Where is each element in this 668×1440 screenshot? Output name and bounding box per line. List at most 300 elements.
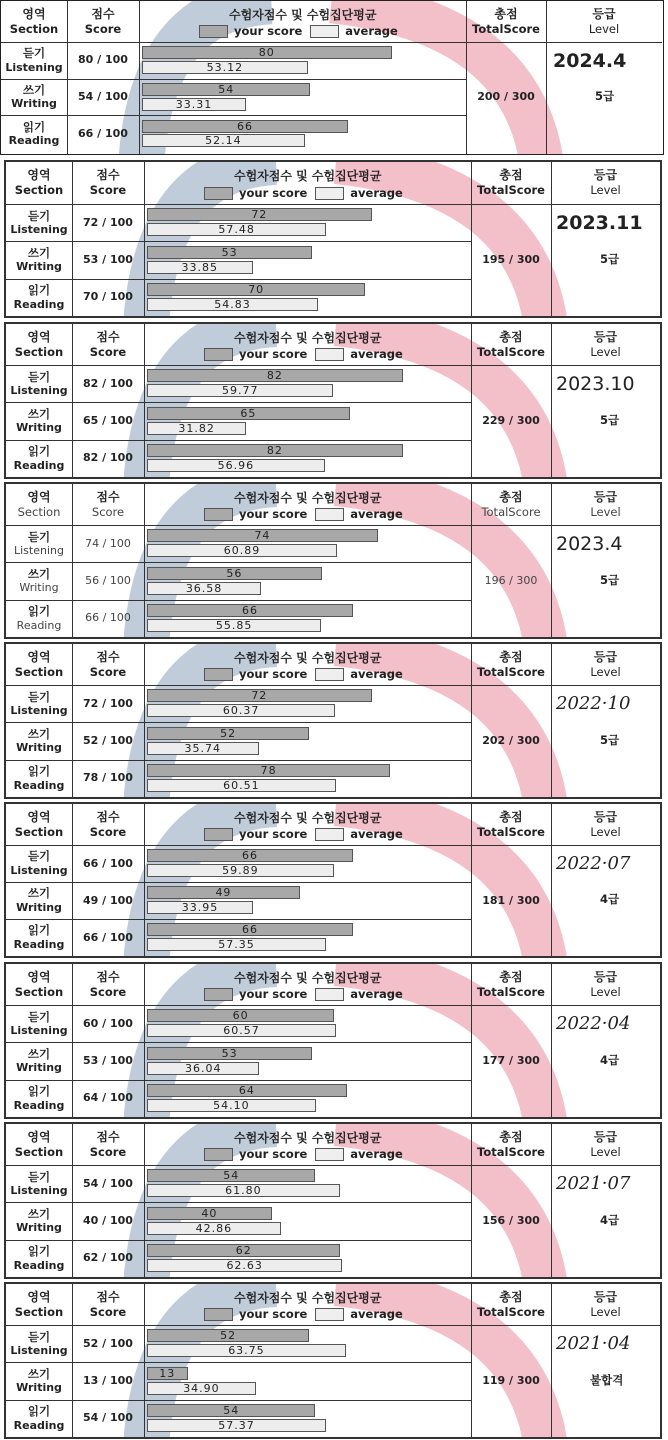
header-level bbox=[551, 484, 660, 525]
bar-your-score: 82 bbox=[147, 369, 403, 382]
bar-your-score: 78 bbox=[147, 764, 390, 777]
section-score-value: 40 / 100 bbox=[83, 1214, 133, 1228]
header-score-en: Score bbox=[89, 1304, 127, 1319]
section-name-ko: 듣기 bbox=[27, 369, 51, 384]
section-score bbox=[72, 440, 144, 477]
total-score bbox=[466, 42, 546, 152]
level-value: 5급 bbox=[600, 412, 620, 427]
section-name-ko: 듣기 bbox=[27, 1169, 51, 1184]
bar-your-score: 13 bbox=[147, 1367, 188, 1380]
section-name-en: Writing bbox=[16, 1061, 62, 1075]
level-value: 4급 bbox=[600, 892, 620, 907]
header-level bbox=[546, 1, 662, 42]
legend-avg-label: average bbox=[350, 667, 403, 681]
legend-swatch-you bbox=[204, 508, 233, 521]
chart-title: 수험자점수 및 수험집단평균 bbox=[229, 8, 377, 22]
header-level-ko: 등급 bbox=[593, 1289, 618, 1304]
header-total-ko: 총점 bbox=[499, 329, 523, 344]
legend-swatch-you bbox=[204, 828, 233, 841]
section-score-value: 70 / 100 bbox=[83, 290, 133, 304]
section-score bbox=[72, 402, 144, 439]
section-name-en: Writing bbox=[16, 421, 62, 435]
section-name bbox=[6, 600, 72, 637]
header-score bbox=[72, 1124, 144, 1165]
test-date: 2021·07 bbox=[556, 1173, 631, 1194]
bar-your-score: 65 bbox=[147, 407, 350, 420]
header-score-en: Score bbox=[89, 664, 127, 679]
score-card bbox=[4, 642, 662, 799]
header-section bbox=[6, 1124, 72, 1165]
header-score-en: Score bbox=[84, 21, 122, 36]
section-name-en: Writing bbox=[16, 741, 62, 755]
header-total-ko: 총점 bbox=[499, 649, 523, 664]
section-name bbox=[6, 1202, 72, 1239]
header-level-ko: 등급 bbox=[593, 649, 618, 664]
header-level bbox=[551, 964, 660, 1005]
column-divider bbox=[144, 162, 145, 316]
header-level-en: Level bbox=[590, 504, 621, 519]
header-section-en: Section bbox=[14, 1304, 64, 1319]
section-name-ko: 쓰기 bbox=[27, 566, 51, 581]
header-total-en: TotalScore bbox=[477, 664, 545, 679]
section-name bbox=[6, 1165, 72, 1202]
total-score-value: 156 / 300 bbox=[482, 1214, 540, 1228]
section-name-ko: 읽기 bbox=[27, 923, 51, 938]
header-total-ko: 총점 bbox=[494, 6, 518, 21]
bar-your-score: 54 bbox=[147, 1404, 315, 1417]
header-score bbox=[72, 484, 144, 525]
section-name bbox=[1, 79, 67, 116]
bar-your-score: 70 bbox=[147, 283, 365, 296]
header-level-en: Level bbox=[590, 664, 621, 679]
section-name-ko: 읽기 bbox=[22, 119, 46, 134]
section-name bbox=[6, 722, 72, 759]
section-name bbox=[6, 1325, 72, 1362]
section-score bbox=[72, 1080, 144, 1117]
header-level bbox=[551, 804, 660, 845]
score-card bbox=[4, 1122, 662, 1279]
legend-swatch-avg bbox=[315, 187, 344, 200]
chart-legend bbox=[204, 1147, 403, 1161]
legend-swatch-you bbox=[204, 187, 233, 200]
bar-your-score: 66 bbox=[147, 849, 353, 862]
header-total-ko: 총점 bbox=[499, 809, 523, 824]
header-score bbox=[72, 324, 144, 365]
section-name bbox=[6, 365, 72, 402]
section-score bbox=[72, 1400, 144, 1437]
legend-avg-label: average bbox=[350, 507, 403, 521]
section-name bbox=[6, 882, 72, 919]
chart-title: 수험자점수 및 수험집단평균 bbox=[234, 1131, 382, 1145]
bar-average: 36.58 bbox=[147, 582, 261, 595]
header-section-ko: 영역 bbox=[27, 1289, 51, 1304]
legend-swatch-avg bbox=[315, 828, 344, 841]
header-score-ko: 점수 bbox=[96, 329, 120, 344]
section-name bbox=[6, 562, 72, 599]
bar-average: 56.96 bbox=[147, 459, 325, 472]
header-section bbox=[1, 1, 67, 42]
bar-your-score: 49 bbox=[147, 886, 300, 899]
section-name-en: Reading bbox=[8, 133, 60, 147]
section-score-value: 64 / 100 bbox=[83, 1091, 133, 1105]
legend-you-label: your score bbox=[239, 1307, 308, 1321]
header-score bbox=[72, 162, 144, 204]
section-name-ko: 읽기 bbox=[27, 1244, 51, 1259]
header-total-en: TotalScore bbox=[477, 344, 545, 359]
section-name-ko: 읽기 bbox=[27, 1084, 51, 1099]
section-score bbox=[72, 882, 144, 919]
legend-swatch-you bbox=[204, 1308, 233, 1321]
total-score-value: 181 / 300 bbox=[482, 893, 540, 907]
section-name-ko: 듣기 bbox=[27, 849, 51, 864]
score-card bbox=[4, 1282, 662, 1439]
header-level-en: Level bbox=[590, 183, 621, 198]
section-name-en: Listening bbox=[10, 863, 68, 877]
header-section-en: Section bbox=[14, 984, 64, 999]
header-level bbox=[551, 1284, 660, 1325]
column-divider bbox=[144, 804, 145, 956]
section-name-ko: 듣기 bbox=[27, 1009, 51, 1024]
section-name-en: Writing bbox=[16, 260, 62, 274]
header-level-en: Level bbox=[590, 1304, 621, 1319]
header-section bbox=[6, 484, 72, 525]
section-score bbox=[72, 1165, 144, 1202]
header-score-en: Score bbox=[89, 824, 127, 839]
section-name bbox=[6, 1362, 72, 1399]
section-score bbox=[72, 241, 144, 278]
chart-title: 수험자점수 및 수험집단평균 bbox=[234, 1291, 382, 1305]
total-score bbox=[471, 1165, 551, 1277]
header-level-en: Level bbox=[590, 824, 621, 839]
header-total bbox=[471, 964, 551, 1005]
bar-your-score: 52 bbox=[147, 1329, 309, 1342]
bar-your-score: 64 bbox=[147, 1084, 347, 1097]
section-score-value: 78 / 100 bbox=[83, 771, 133, 785]
section-score bbox=[72, 1202, 144, 1239]
score-card bbox=[4, 482, 662, 639]
header-score-ko: 점수 bbox=[96, 649, 120, 664]
section-name-en: Writing bbox=[16, 900, 62, 914]
bar-average: 62.63 bbox=[147, 1259, 342, 1272]
header-section bbox=[6, 1284, 72, 1325]
section-name-en: Reading bbox=[13, 778, 65, 792]
total-score bbox=[471, 365, 551, 477]
bar-your-score: 66 bbox=[147, 604, 353, 617]
section-score-value: 56 / 100 bbox=[85, 574, 131, 588]
test-date: 2024.4 bbox=[553, 50, 627, 72]
header-section-en: Section bbox=[14, 183, 64, 198]
header-level-en: Level bbox=[588, 21, 620, 36]
header-section bbox=[6, 804, 72, 845]
section-score-value: 80 / 100 bbox=[78, 53, 128, 67]
total-score bbox=[471, 685, 551, 797]
header-section bbox=[6, 324, 72, 365]
section-name-ko: 쓰기 bbox=[27, 1366, 51, 1381]
level-value: 4급 bbox=[600, 1052, 620, 1067]
section-name-en: Listening bbox=[10, 383, 68, 397]
header-score bbox=[72, 964, 144, 1005]
section-score bbox=[67, 42, 139, 79]
legend-swatch-avg bbox=[315, 508, 344, 521]
header-level-ko: 등급 bbox=[593, 1129, 618, 1144]
bar-average: 55.85 bbox=[147, 619, 321, 632]
section-name-ko: 듣기 bbox=[22, 46, 46, 61]
header-level bbox=[551, 324, 660, 365]
header-level-en: Level bbox=[590, 1144, 621, 1159]
chart-legend bbox=[199, 24, 398, 38]
total-score-value: 177 / 300 bbox=[482, 1054, 540, 1068]
total-score bbox=[471, 204, 551, 316]
bar-average: 53.12 bbox=[142, 61, 308, 74]
section-score bbox=[72, 1042, 144, 1079]
section-name-en: Reading bbox=[13, 297, 65, 311]
header-level bbox=[551, 162, 660, 204]
section-name-en: Writing bbox=[16, 1381, 62, 1395]
chart-legend bbox=[204, 667, 403, 681]
section-name-ko: 쓰기 bbox=[22, 82, 46, 97]
test-date: 2022·10 bbox=[556, 693, 631, 714]
header-level bbox=[551, 644, 660, 685]
legend-swatch-avg bbox=[315, 1308, 344, 1321]
header-total-en: TotalScore bbox=[477, 1304, 545, 1319]
bar-average: 52.14 bbox=[142, 134, 305, 147]
legend-avg-label: average bbox=[350, 827, 403, 841]
header-section-en: Section bbox=[14, 344, 64, 359]
section-name-en: Listening bbox=[14, 543, 64, 557]
legend-swatch-avg bbox=[310, 25, 339, 38]
legend-avg-label: average bbox=[345, 24, 398, 38]
header-score bbox=[67, 1, 139, 42]
legend-swatch-you bbox=[204, 1148, 233, 1161]
section-score-value: 54 / 100 bbox=[83, 1176, 133, 1190]
total-score bbox=[471, 525, 551, 637]
bar-your-score: 60 bbox=[147, 1009, 334, 1022]
section-name bbox=[6, 402, 72, 439]
section-name bbox=[6, 1240, 72, 1277]
header-total bbox=[471, 804, 551, 845]
header-level-ko: 등급 bbox=[593, 489, 618, 504]
section-name-ko: 쓰기 bbox=[27, 1206, 51, 1221]
section-name bbox=[6, 440, 72, 477]
bar-average: 60.51 bbox=[147, 779, 336, 792]
chart-legend bbox=[204, 507, 403, 521]
bar-average: 59.77 bbox=[147, 384, 333, 397]
chart-legend bbox=[204, 347, 403, 361]
header-section-ko: 영역 bbox=[27, 649, 51, 664]
header-score-ko: 점수 bbox=[91, 6, 115, 21]
bar-your-score: 40 bbox=[147, 1207, 272, 1220]
section-score-value: 53 / 100 bbox=[83, 253, 133, 267]
header-level-ko: 등급 bbox=[592, 6, 616, 21]
section-score-value: 54 / 100 bbox=[78, 90, 128, 104]
section-score bbox=[67, 115, 139, 152]
test-date: 2022·07 bbox=[556, 853, 631, 874]
test-date: 2022·04 bbox=[556, 1013, 631, 1034]
section-score bbox=[72, 1240, 144, 1277]
legend-swatch-you bbox=[204, 988, 233, 1001]
bar-your-score: 66 bbox=[147, 923, 353, 936]
header-total-en: TotalScore bbox=[477, 984, 545, 999]
bar-average: 33.95 bbox=[147, 901, 253, 914]
section-name bbox=[1, 42, 67, 79]
section-score-value: 66 / 100 bbox=[78, 126, 128, 140]
header-level-ko: 등급 bbox=[593, 329, 618, 344]
total-score-value: 119 / 300 bbox=[482, 1374, 540, 1388]
legend-you-label: your score bbox=[239, 1147, 308, 1161]
header-section-ko: 영역 bbox=[27, 809, 51, 824]
total-score-value: 202 / 300 bbox=[482, 734, 540, 748]
section-score bbox=[72, 845, 144, 882]
column-divider bbox=[144, 324, 145, 477]
legend-you-label: your score bbox=[239, 186, 308, 200]
section-score-value: 52 / 100 bbox=[83, 734, 133, 748]
header-total bbox=[466, 1, 546, 42]
section-name-en: Listening bbox=[10, 703, 68, 717]
header-score-en: Score bbox=[89, 183, 127, 198]
bar-average: 57.48 bbox=[147, 223, 326, 236]
bar-average: 57.37 bbox=[147, 1419, 326, 1432]
bar-your-score: 74 bbox=[147, 529, 378, 542]
section-score-value: 53 / 100 bbox=[83, 1054, 133, 1068]
section-score-value: 72 / 100 bbox=[83, 215, 133, 229]
header-level-en: Level bbox=[590, 984, 621, 999]
score-card bbox=[4, 802, 662, 958]
section-name bbox=[6, 845, 72, 882]
header-section bbox=[6, 162, 72, 204]
header-section-ko: 영역 bbox=[27, 168, 51, 183]
bar-your-score: 72 bbox=[147, 689, 372, 702]
section-name bbox=[6, 685, 72, 722]
bar-average: 34.90 bbox=[147, 1382, 256, 1395]
bar-average: 33.85 bbox=[147, 261, 253, 274]
section-score bbox=[72, 600, 144, 637]
legend-avg-label: average bbox=[350, 987, 403, 1001]
level-value: 불합격 bbox=[590, 1372, 624, 1387]
chart-title: 수험자점수 및 수험집단평균 bbox=[234, 651, 382, 665]
bar-your-score: 80 bbox=[142, 46, 392, 59]
chart-title: 수험자점수 및 수험집단평균 bbox=[234, 491, 382, 505]
section-score bbox=[72, 204, 144, 241]
column-divider bbox=[144, 964, 145, 1117]
bar-average: 57.35 bbox=[147, 938, 326, 951]
section-score-value: 82 / 100 bbox=[83, 451, 133, 465]
header-total bbox=[471, 1284, 551, 1325]
bar-your-score: 66 bbox=[142, 120, 348, 133]
header-score-ko: 점수 bbox=[96, 969, 120, 984]
bar-your-score: 62 bbox=[147, 1244, 340, 1257]
header-total bbox=[471, 1124, 551, 1165]
chart-legend bbox=[204, 827, 403, 841]
legend-you-label: your score bbox=[239, 507, 308, 521]
section-score-value: 66 / 100 bbox=[83, 930, 133, 944]
bar-average: 33.31 bbox=[142, 98, 246, 111]
section-score-value: 62 / 100 bbox=[83, 1251, 133, 1265]
header-total bbox=[471, 484, 551, 525]
chart-title: 수험자점수 및 수험집단평균 bbox=[234, 811, 382, 825]
section-name-ko: 쓰기 bbox=[27, 726, 51, 741]
section-score-value: 54 / 100 bbox=[83, 1411, 133, 1425]
legend-avg-label: average bbox=[350, 1147, 403, 1161]
score-card bbox=[0, 0, 664, 155]
header-total bbox=[471, 324, 551, 365]
header-section-en: Section bbox=[14, 1144, 64, 1159]
total-score bbox=[471, 1005, 551, 1117]
section-score bbox=[67, 79, 139, 116]
section-name-ko: 읽기 bbox=[27, 604, 51, 619]
legend-avg-label: average bbox=[350, 1307, 403, 1321]
section-name bbox=[6, 525, 72, 562]
bar-your-score: 52 bbox=[147, 727, 309, 740]
chart-legend bbox=[204, 987, 403, 1001]
section-name bbox=[6, 1005, 72, 1042]
section-score-value: 65 / 100 bbox=[83, 414, 133, 428]
header-section-ko: 영역 bbox=[27, 329, 51, 344]
legend-avg-label: average bbox=[350, 347, 403, 361]
header-score bbox=[72, 804, 144, 845]
level-value: 4급 bbox=[600, 1212, 620, 1227]
header-total-ko: 총점 bbox=[499, 489, 523, 504]
header-section-ko: 영역 bbox=[27, 1129, 51, 1144]
header-score-ko: 점수 bbox=[96, 1289, 120, 1304]
section-score bbox=[72, 1005, 144, 1042]
section-name-en: Writing bbox=[11, 97, 57, 111]
section-name-en: Reading bbox=[16, 618, 62, 632]
chart-title: 수험자점수 및 수험집단평균 bbox=[234, 169, 382, 183]
level-value: 5급 bbox=[600, 572, 620, 587]
section-name-en: Reading bbox=[13, 458, 65, 472]
header-score-en: Score bbox=[89, 984, 127, 999]
header-total-en: TotalScore bbox=[472, 21, 540, 36]
section-name-ko: 읽기 bbox=[27, 764, 51, 779]
section-name-ko: 듣기 bbox=[27, 689, 51, 704]
section-name bbox=[6, 1400, 72, 1437]
bar-your-score: 72 bbox=[147, 208, 372, 221]
section-name-en: Reading bbox=[13, 1418, 65, 1432]
legend-you-label: your score bbox=[234, 24, 303, 38]
section-name-ko: 읽기 bbox=[27, 1404, 51, 1419]
section-score-value: 60 / 100 bbox=[83, 1016, 133, 1030]
legend-avg-label: average bbox=[350, 186, 403, 200]
chart-legend bbox=[204, 1307, 403, 1321]
section-name-ko: 듣기 bbox=[27, 208, 51, 223]
section-name-en: Listening bbox=[10, 1343, 68, 1357]
section-name bbox=[6, 1080, 72, 1117]
section-name bbox=[6, 1042, 72, 1079]
section-score bbox=[72, 685, 144, 722]
column-divider bbox=[144, 1284, 145, 1437]
header-section-ko: 영역 bbox=[22, 6, 46, 21]
legend-you-label: your score bbox=[239, 827, 308, 841]
section-name-en: Listening bbox=[10, 1183, 68, 1197]
section-score bbox=[72, 722, 144, 759]
bar-average: 31.82 bbox=[147, 422, 246, 435]
bar-average: 59.89 bbox=[147, 864, 334, 877]
header-section-en: Section bbox=[17, 504, 61, 519]
bar-average: 36.04 bbox=[147, 1062, 259, 1075]
score-card bbox=[4, 160, 662, 318]
bar-your-score: 56 bbox=[147, 567, 322, 580]
section-score-value: 49 / 100 bbox=[83, 893, 133, 907]
bar-your-score: 53 bbox=[147, 1047, 312, 1060]
section-score-value: 72 / 100 bbox=[83, 696, 133, 710]
section-score bbox=[72, 365, 144, 402]
score-card bbox=[4, 962, 662, 1119]
header-total-en: TotalScore bbox=[477, 1144, 545, 1159]
header-score-en: Score bbox=[89, 344, 127, 359]
total-score-value: 200 / 300 bbox=[477, 90, 535, 104]
header-level-ko: 등급 bbox=[593, 168, 618, 183]
section-name-en: Reading bbox=[13, 1258, 65, 1272]
